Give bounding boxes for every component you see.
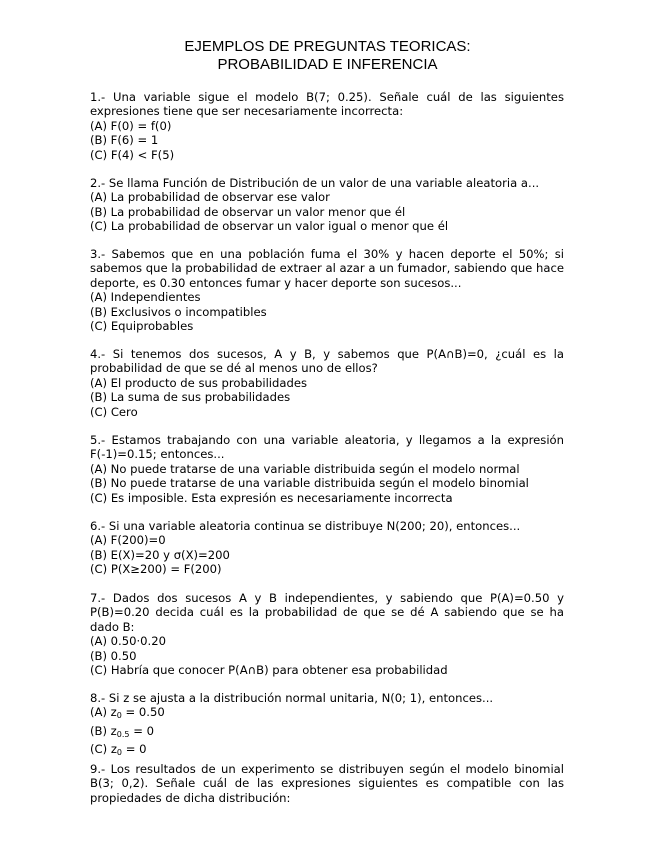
question-1-option-a: (A) F(0) = f(0) (90, 118, 172, 133)
question-1-option-c: (C) F(4) < F(5) (90, 147, 175, 162)
question-4-stem: 4.- Si tenemos dos sucesos, A y B, y sabemos que P(A∩B)=0, ¿cuál es la probabilidad de que se dé al menos uno de ellos? (90, 347, 564, 376)
question-3 (90, 247, 564, 333)
question-9 (90, 762, 564, 805)
question-5-option-b: (B) No puede tratarse de una variable distribuida según el modelo binomial (90, 476, 529, 491)
question-7-option-a: (A) 0.50·0.20 (90, 634, 166, 649)
question-3-stem: 3.- Sabemos que en una población fuma el 30% y hacen deporte el 50%; si sabemos que la probabilidad de extraer al azar a un fumador, sabiendo que hace deporte, es 0.30 entonces fumar y hacer deporte son sucesos... (90, 247, 564, 290)
question-2-option-c: (C) La probabilidad de observar un valor igual o menor que él (90, 219, 449, 234)
question-6 (90, 519, 564, 577)
question-5 (90, 433, 564, 505)
question-5-option-c: (C) Es imposible. Esta expresión es necesariamente incorrecta (90, 490, 453, 505)
title-line-1: EJEMPLOS DE PREGUNTAS TEORICAS: (184, 38, 471, 55)
question-1-option-b: (B) F(6) = 1 (90, 133, 159, 148)
question-1 (90, 90, 564, 162)
question-5-option-a: (A) No puede tratarse de una variable distribuida según el modelo normal (90, 461, 520, 476)
question-8 (90, 691, 564, 761)
question-3-option-a: (A) Independientes (90, 290, 201, 305)
title-line-2: PROBABILIDAD E INFERENCIA (217, 56, 438, 73)
question-2 (90, 176, 564, 234)
question-5-stem: 5.- Estamos trabajando con una variable aleatoria, y llegamos a la expresión F(-1)=0.15; entonces... (90, 433, 564, 462)
question-4-option-b: (B) La suma de sus probabilidades (90, 390, 291, 405)
question-4-option-c: (C) Cero (90, 404, 138, 419)
question-6-option-b: (B) E(X)=20 y σ(X)=200 (90, 547, 230, 562)
question-8-option-b: (B) $z_{0.5} = 0$ (90, 723, 154, 739)
question-6-option-a: (A) F(200)=0 (90, 533, 166, 548)
question-2-option-a: (A) La probabilidad de observar ese valor (90, 190, 330, 205)
page-title (0, 38, 655, 74)
question-3-option-c: (C) Equiprobables (90, 319, 194, 334)
question-8-option-a: (A) $z_0 = 0.50$ (90, 705, 165, 721)
question-8-stem: 8.- Si z se ajusta a la distribución normal unitaria, N(0; 1), entonces... (90, 691, 494, 705)
question-2-stem: 2.- Se llama Función de Distribución de un valor de una variable aleatoria a... (90, 176, 540, 190)
question-1-stem: 1.- Una variable sigue el modelo B(7; 0.25). Señale cuál de las siguientes expresiones tiene que ser necesariamente incorrecta: (90, 90, 564, 119)
question-6-option-c: (C) P(X≥200) = F(200) (90, 562, 222, 577)
question-2-option-b: (B) La probabilidad de observar un valor menor que él (90, 204, 406, 219)
question-9-stem: 9.- Los resultados de un experimento se distribuyen según el modelo binomial B(3; 0,2). Señale cuál de las expresiones siguientes es compatible con las propiedades de dicha distribución: (90, 762, 564, 805)
question-7-stem: 7.- Dados dos sucesos A y B independientes, y sabiendo que P(A)=0.50 y P(B)=0.20 decida cuál es la probabilidad de que se dé A sabiendo que se ha dado B: (90, 591, 564, 634)
question-4 (90, 347, 564, 419)
question-6-stem: 6.- Si una variable aleatoria continua se distribuye N(200; 20), entonces... (90, 519, 521, 533)
question-3-option-b: (B) Exclusivos o incompatibles (90, 304, 267, 319)
question-7 (90, 591, 564, 677)
question-4-option-a: (A) El producto de sus probabilidades (90, 375, 308, 390)
question-8-option-c: (C) $z_0 = 0$ (90, 742, 147, 758)
question-7-option-b: (B) 0.50 (90, 648, 137, 663)
question-7-option-c: (C) Habría que conocer P(A∩B) para obtener esa probabilidad (90, 663, 448, 678)
